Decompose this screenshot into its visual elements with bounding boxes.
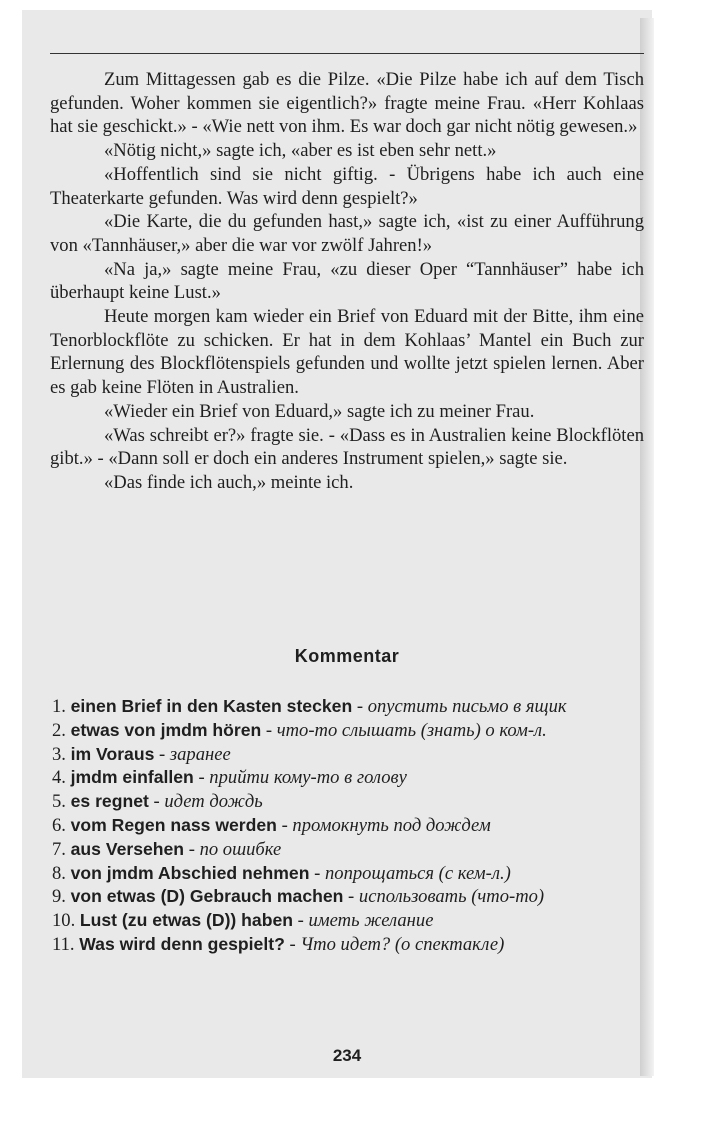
commentary-item: 3. im Voraus - заранее bbox=[52, 743, 231, 765]
paragraph: «Die Karte, die du gefunden hast,» sagte ich, «ist zu einer Aufführung von «Tannhäuser,» aber die war vor zwölf Jahren!» bbox=[50, 211, 644, 256]
item-term: Was wird denn gespielt? bbox=[79, 933, 285, 954]
item-number: 9. bbox=[52, 886, 66, 908]
commentary-item: 2. etwas von jmdm hören - что-то слышать (знать) о ком-л. bbox=[52, 719, 547, 741]
item-translation: использовать (что-то) bbox=[358, 886, 545, 908]
item-number: 10. bbox=[52, 910, 76, 932]
paragraph: «Na ja,» sagte meine Frau, «zu dieser Oper “Tannhäuser” habe ich überhaupt keine Lust.» bbox=[50, 258, 644, 304]
item-term: Lust (zu etwas (D)) haben bbox=[79, 910, 293, 931]
item-translation: прийти кому-то в голову bbox=[209, 767, 407, 789]
item-number: 1. bbox=[52, 696, 66, 717]
commentary-item: 1. einen Brief in den Kasten stecken - опустить письмо в ящик bbox=[52, 696, 567, 717]
item-number: 6. bbox=[52, 814, 66, 836]
item-number: 2. bbox=[52, 719, 66, 741]
item-number: 3. bbox=[52, 743, 66, 765]
item-term: vom Regen nass werden bbox=[70, 814, 277, 835]
item-number: 4. bbox=[52, 767, 66, 789]
paragraph: «Wieder ein Brief von Eduard,» sagte ich zu meiner Frau. bbox=[104, 400, 535, 422]
item-term: von etwas (D) Gebrauch machen bbox=[70, 886, 344, 907]
item-translation: промокнуть под дождем bbox=[292, 814, 491, 836]
commentary-list bbox=[52, 695, 652, 957]
item-translation: по ошибке bbox=[199, 838, 282, 860]
commentary-item: 9. von etwas (D) Gebrauch machen - использовать (что-то) bbox=[52, 886, 545, 908]
item-translation: иметь желание bbox=[308, 910, 434, 932]
paragraph: Zum Mittagessen gab es die Pilze. «Die Pilze habe ich auf dem Tisch gefunden. Woher kommen sie eigentlich?» fragte meine Frau. «Herr Kohlaas hat sie geschickt.» - «Wie nett von ihm. Es war doch gar nicht nötig gewesen.» bbox=[50, 69, 644, 138]
commentary-item: 7. aus Versehen - по ошибке bbox=[52, 838, 282, 860]
item-number: 11. bbox=[52, 933, 75, 955]
commentary-item: 5. es regnet - идет дождь bbox=[52, 791, 263, 813]
paragraph: «Was schreibt er?» fragte sie. - «Dass es in Australien keine Blockflöten gibt.» - «Dann soll er doch ein anderes Instrument spielen,» sagte sie. bbox=[50, 424, 644, 470]
commentary-title: Kommentar bbox=[294, 646, 400, 666]
story-text bbox=[50, 68, 644, 495]
commentary-item: 4. jmdm einfallen - прийти кому-то в голову bbox=[52, 767, 407, 789]
item-term: es regnet bbox=[70, 791, 149, 812]
item-number: 8. bbox=[52, 862, 66, 884]
page-number: 234 bbox=[332, 1046, 362, 1065]
commentary-item: 8. von jmdm Abschied nehmen - попрощаться (с кем-л.) bbox=[52, 862, 511, 884]
paragraph: «Hoffentlich sind sie nicht giftig. - Übrigens habe ich auch eine Theaterkarte gefunden. Was wird denn gespielt?» bbox=[50, 163, 644, 209]
header-rule bbox=[50, 53, 644, 54]
item-translation: Что идет? (о спектакле) bbox=[300, 933, 505, 955]
item-term: etwas von jmdm hören bbox=[70, 719, 262, 740]
paragraph: «Das finde ich auch,» meinte ich. bbox=[104, 471, 354, 493]
item-translation: идет дождь bbox=[164, 791, 263, 813]
item-translation: что-то слышать (знать) о ком-л. bbox=[276, 719, 547, 741]
item-translation: опустить письмо в ящик bbox=[367, 696, 567, 717]
commentary-item: 11. Was wird denn gespielt? - Что идет? (о спектакле) bbox=[52, 933, 505, 955]
item-term: jmdm einfallen bbox=[70, 767, 194, 788]
item-number: 5. bbox=[52, 791, 66, 813]
commentary-item: 10. Lust (zu etwas (D)) haben - иметь желание bbox=[52, 910, 434, 932]
item-translation: попрощаться (с кем-л.) bbox=[324, 862, 511, 884]
item-term: einen Brief in den Kasten stecken bbox=[70, 696, 353, 716]
item-term: im Voraus bbox=[70, 743, 155, 764]
paragraph: «Nötig nicht,» sagte ich, «aber es ist eben sehr nett.» bbox=[104, 140, 497, 162]
item-term: von jmdm Abschied nehmen bbox=[70, 862, 310, 883]
item-translation: заранее bbox=[169, 743, 231, 765]
item-number: 7. bbox=[52, 838, 66, 860]
commentary-item: 6. vom Regen nass werden - промокнуть под дождем bbox=[52, 814, 491, 836]
paragraph: Heute morgen kam wieder ein Brief von Eduard mit der Bitte, ihm eine Tenorblockflöte zu schicken. Er hat in dem Kohlaas’ Mantel ein Buch zur Erlernung des Blockflötenspiels gefunden und wollte jetzt spielen lernen. Aber es gab keine Flöten in Australien. bbox=[50, 306, 644, 399]
item-term: aus Versehen bbox=[70, 838, 185, 859]
